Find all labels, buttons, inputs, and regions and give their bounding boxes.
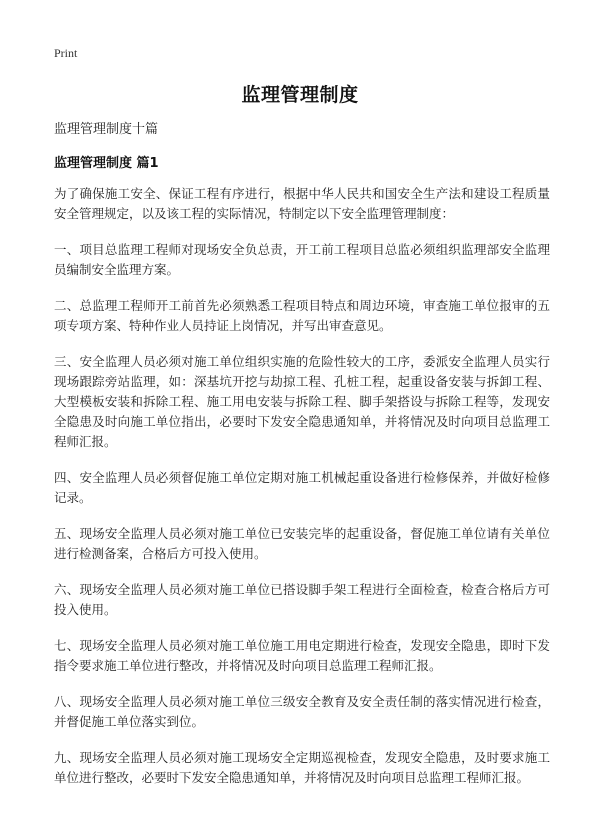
document-subtitle: 监理管理制度十篇 [54, 122, 159, 137]
paragraph-item-4: 四、安全监理人员必须督促施工单位定期对施工机械起重设备进行检修保养，并做好检修记录。 [54, 470, 550, 505]
paragraph-item-2: 二、总监理工程师开工前首先必须熟悉工程项目特点和周边环境，审查施工单位报审的五项专项方案、特种作业人员持证上岗情况，并写出审查意见。 [54, 298, 550, 333]
paragraph-item-8: 八、现场安全监理人员必须对施工单位三级安全教育及安全责任制的落实情况进行检查，并督促施工单位落实到位。 [54, 694, 550, 729]
paragraph-item-3: 三、安全监理人员必须对施工单位组织实施的危险性较大的工序，委派安全监理人员实行现场跟踪旁站监理，如：深基坑开挖与劫掠工程、孔桩工程，起重设备安装与拆卸工程、大型模板安装和拆除工程、施工用电安装与拆除工程、脚手架搭设与拆除工程等，发现安全隐患及时向施工单位指出，必要时下发安全隐患通知单，并将情况及时向项目总监理工程师汇报。 [54, 354, 550, 449]
print-label: Print [54, 46, 78, 60]
paragraph-item-9: 九、现场安全监理人员必须对施工现场安全定期巡视检查，发现安全隐患，及时要求施工单位进行整改，必要时下发安全隐患通知单，并将情况及时向项目总监理工程师汇报。 [54, 750, 550, 785]
paragraph-item-7: 七、现场安全监理人员必须对施工单位施工用电定期进行检查，发现安全隐患，即时下发指令要求施工单位进行整改，并将情况及时向项目总监理工程师汇报。 [54, 638, 550, 673]
document-body [54, 120, 550, 804]
paragraph-item-5: 五、现场安全监理人员必须对施工单位已安装完毕的起重设备，督促施工单位请有关单位进行检测备案，合格后方可投入使用。 [54, 526, 550, 561]
section-heading: 监理管理制度 篇1 [54, 156, 159, 171]
paragraph-item-6: 六、现场安全监理人员必须对施工单位已搭设脚手架工程进行全面检查，检查合格后方可投入使用。 [54, 582, 550, 617]
page-title: 监理管理制度 [241, 84, 359, 106]
intro-paragraph: 为了确保施工安全、保证工程有序进行，根据中华人民共和国安全生产法和建设工程质量安全管理规定，以及该工程的实际情况，特制定以下安全监理管理制度： [54, 186, 550, 221]
paragraph-item-1: 一、项目总监理工程师对现场安全负总责，开工前工程项目总监必须组织监理部安全监理员编制安全监理方案。 [54, 242, 550, 277]
